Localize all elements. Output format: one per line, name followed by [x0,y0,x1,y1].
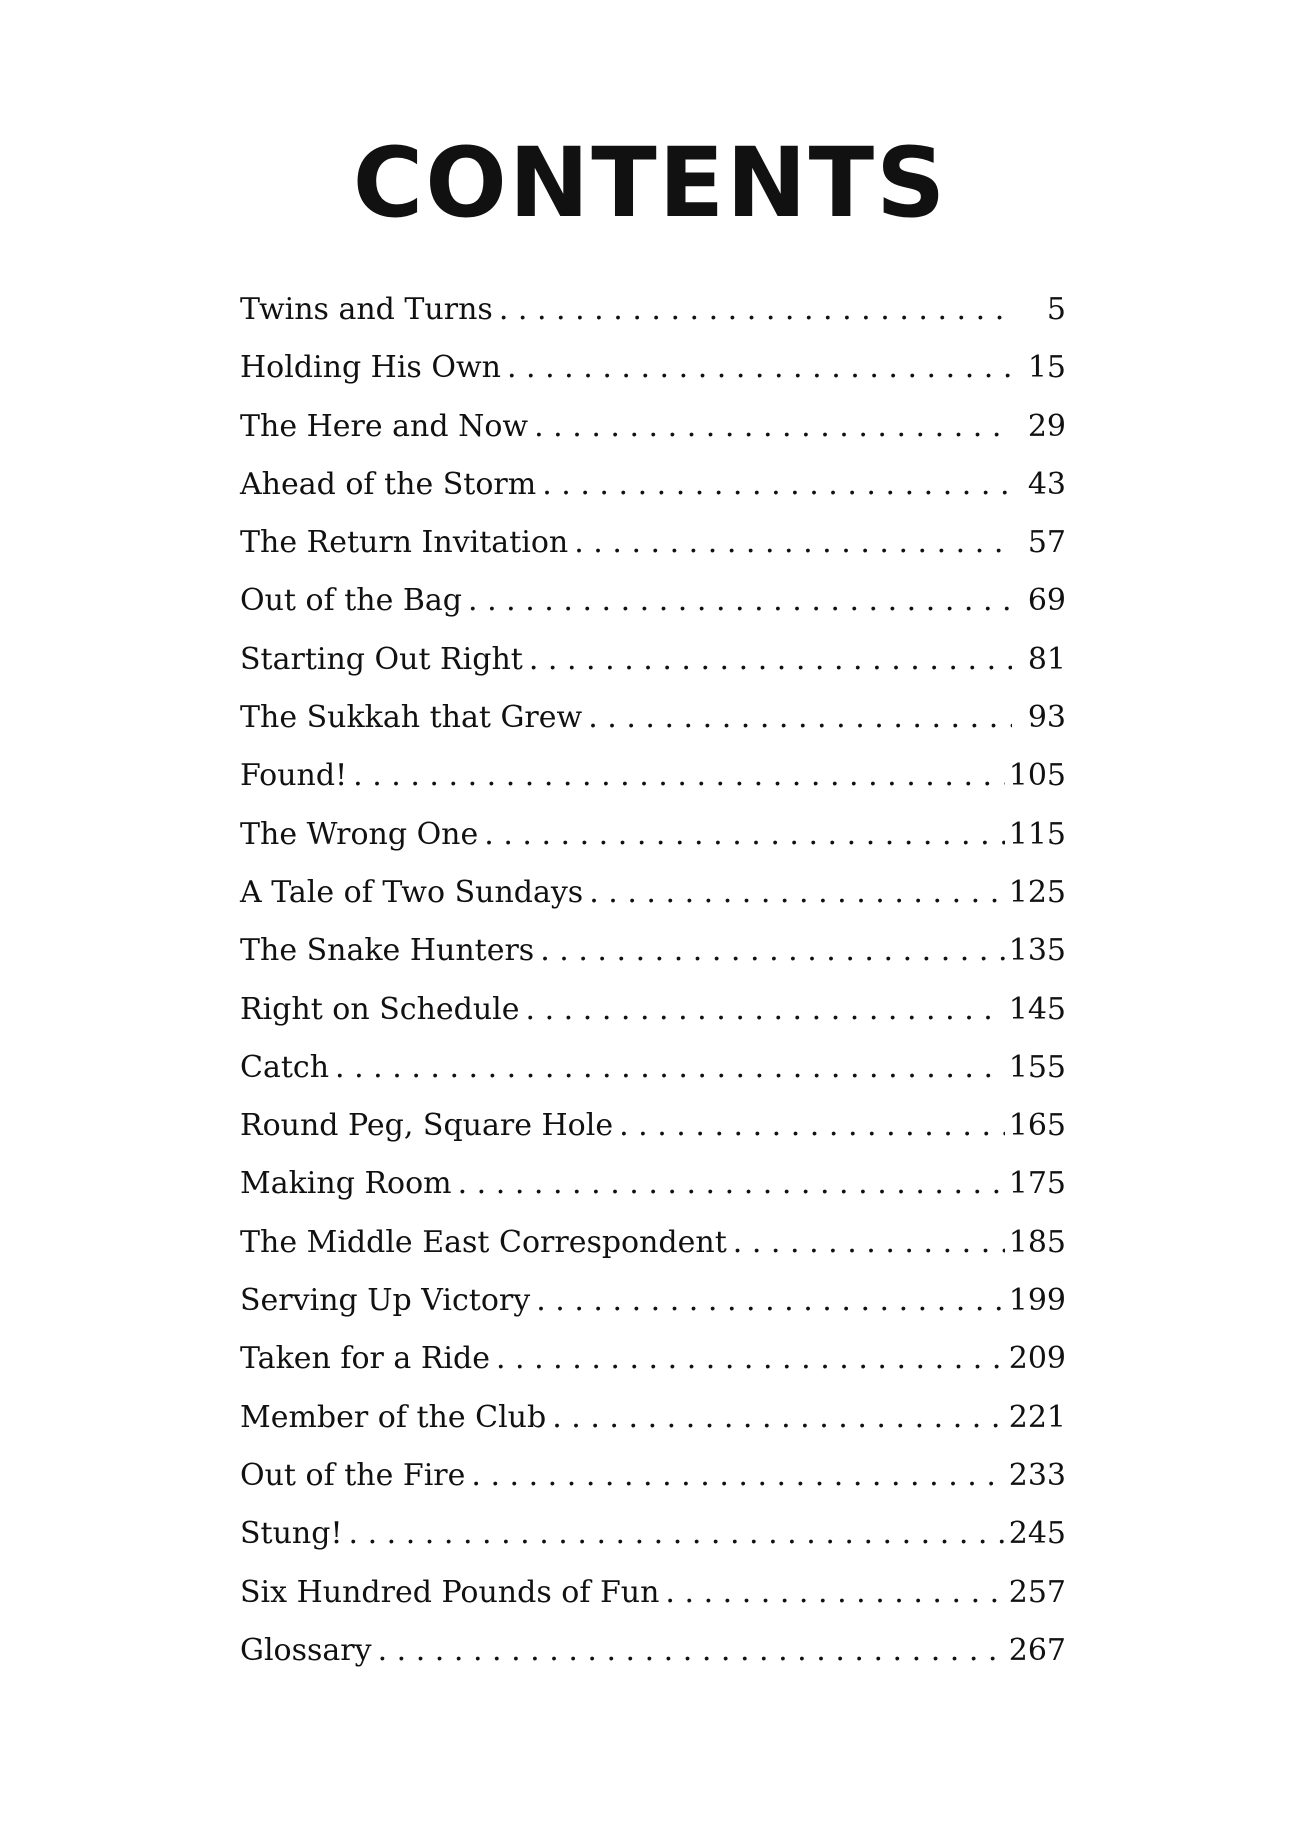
toc-entry-title: Stung! [240,1516,343,1552]
dot-leader [574,514,1012,572]
toc-entry-title: The Here and Now [240,408,529,444]
toc-entry [240,864,1066,922]
toc-entry [240,1330,1066,1388]
dot-leader [468,572,1012,630]
toc-entry-page-number: 5 [1046,292,1066,327]
toc-entry-page-number: 135 [1008,933,1066,969]
toc-entry-page-number: 81 [1027,641,1066,677]
toc-entry-page-number: 267 [1008,1632,1066,1668]
toc-entry [240,1214,1066,1272]
dot-leader [733,1214,1005,1272]
dot-leader [536,1272,1005,1330]
toc-entry-page-number: 145 [1008,991,1066,1027]
toc-entry-page-number: 15 [1027,350,1066,386]
toc-entry-title: The Snake Hunters [240,933,535,969]
toc-entry-page-number: 199 [1008,1283,1066,1319]
toc-entry-title: Starting Out Right [240,641,523,677]
dot-leader [335,1039,1005,1097]
dot-leader [353,747,1005,805]
toc-entry-page-number: 209 [1008,1341,1066,1377]
toc-entry-title: Twins and Turns [240,292,493,327]
toc-entry [240,339,1066,397]
toc-entry-title: Taken for a Ride [240,1341,490,1377]
toc-entry-page-number: 93 [1027,700,1066,736]
toc-entry-title: Round Peg, Square Hole [240,1108,614,1144]
toc-entry [240,689,1066,747]
toc-entry-title: Member of the Club [240,1399,547,1435]
toc-entry-page-number: 245 [1008,1516,1066,1552]
toc-entry-title: Out of the Bag [240,583,463,619]
table-of-contents [240,281,1066,1680]
toc-entry [240,1097,1066,1155]
page-title: CONTENTS [352,127,948,239]
toc-entry-page-number: 165 [1008,1108,1066,1144]
toc-entry-page-number: 125 [1008,874,1066,910]
toc-entry-title: The Wrong One [240,816,479,852]
toc-entry-page-number: 57 [1027,525,1066,561]
dot-leader [542,456,1012,514]
toc-entry-title: The Sukkah that Grew [240,700,583,736]
toc-entry-page-number: 69 [1027,583,1066,619]
dot-leader [529,631,1012,689]
dot-leader [471,1447,1004,1505]
toc-entry-title: Ahead of the Storm [240,466,537,502]
toc-entry [240,981,1066,1039]
toc-entry [240,1272,1066,1330]
dot-leader [526,981,1005,1039]
toc-entry-title: Right on Schedule [240,991,520,1027]
dot-leader [349,1505,1005,1563]
toc-entry [240,1039,1066,1097]
toc-entry [240,922,1066,980]
toc-entry-title: Found! [240,758,348,794]
toc-entry-page-number: 175 [1008,1166,1066,1202]
toc-entry [240,806,1066,864]
toc-entry [240,456,1066,514]
toc-entry-page-number: 105 [1008,758,1066,794]
toc-entry [240,1505,1066,1563]
toc-entry-page-number: 115 [1008,816,1066,852]
dot-leader [540,922,1005,980]
toc-entry-title: A Tale of Two Sundays [240,874,584,910]
toc-entry [240,1389,1066,1447]
dot-leader [534,398,1012,456]
toc-entry-title: Out of the Fire [240,1457,466,1493]
dot-leader [552,1389,1005,1447]
toc-entry-page-number: 155 [1008,1049,1066,1085]
toc-entry [240,572,1066,630]
dot-leader [499,281,1012,339]
toc-entry-page-number: 185 [1008,1224,1066,1260]
dot-leader [507,339,1012,397]
toc-entry [240,398,1066,456]
dot-leader [458,1155,1005,1213]
toc-entry-title: Six Hundred Pounds of Fun [240,1574,660,1610]
toc-entry-page-number: 221 [1008,1399,1066,1435]
toc-entry-title: Catch [240,1049,330,1085]
toc-entry-title: Making Room [240,1166,452,1202]
dot-leader [588,689,1012,747]
toc-entry [240,1155,1066,1213]
toc-entry-title: Holding His Own [240,350,501,386]
dot-leader [619,1097,1005,1155]
toc-entry-page-number: 233 [1008,1457,1066,1493]
toc-entry [240,631,1066,689]
dot-leader [378,1622,1005,1680]
dot-leader [589,864,1005,922]
dot-leader [665,1564,1004,1622]
toc-entry-page-number: 43 [1027,466,1066,502]
toc-entry [240,1447,1066,1505]
toc-entry [240,281,1066,339]
dot-leader [484,806,1004,864]
toc-entry [240,1564,1066,1622]
toc-entry-title: The Middle East Correspondent [240,1224,727,1260]
toc-entry-title: Glossary [240,1632,372,1668]
dot-leader [496,1330,1005,1388]
toc-entry [240,514,1066,572]
toc-entry [240,747,1066,805]
toc-entry-title: The Return Invitation [240,525,569,561]
toc-entry-page-number: 257 [1008,1574,1066,1610]
toc-entry [240,1622,1066,1680]
toc-entry-title: Serving Up Victory [240,1283,531,1319]
toc-entry-page-number: 29 [1027,408,1066,444]
